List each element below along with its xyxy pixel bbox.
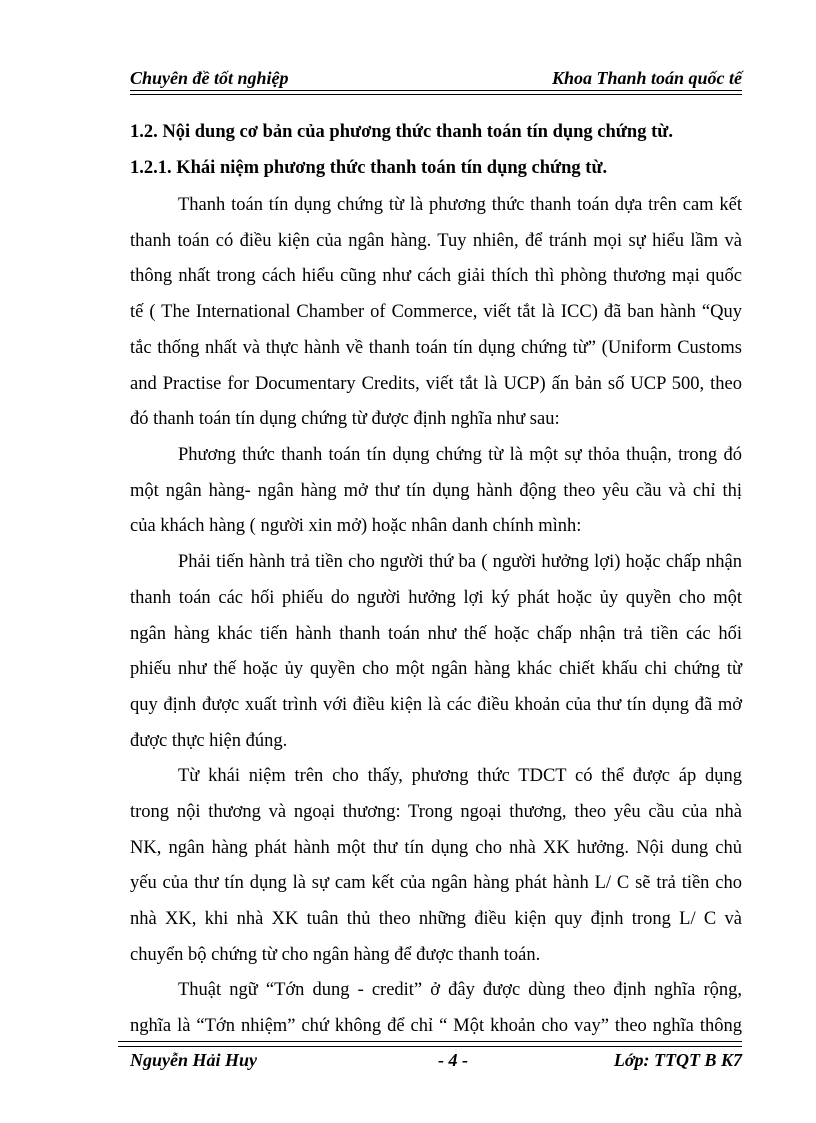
paragraph-line: NK, ngân hàng phát hành một thư tín dụng cho nhà XK hưởng. Nội dung chủ <box>130 838 742 858</box>
paragraph-line: and Practise for Documentary Credits, viết tắt là UCP) ấn bản số UCP 500, theo <box>130 374 742 394</box>
paragraph-line: nghĩa là “Tớn nhiệm” chứ không để chỉ “ Một khoản cho vay” theo nghĩa thông <box>130 1016 742 1036</box>
footer-author: Nguyễn Hải Huy <box>130 1050 258 1070</box>
footer-rule-thick <box>118 1041 742 1042</box>
paragraph-line: yếu của thư tín dụng là sự cam kết của ngân hàng phát hành L/ C sẽ trả tiền cho <box>130 873 742 893</box>
paragraph-line: phiếu như thế hoặc ủy quyền cho một ngân hàng khác chiết khấu chi chứng từ <box>130 659 742 679</box>
paragraph-line: thanh toán các hối phiếu do người hưởng lợi ký phát hoặc ủy quyền cho một <box>130 588 742 608</box>
paragraph-line: tế ( The International Chamber of Commerce, viết tắt là ICC) đã ban hành “Quy <box>130 302 742 322</box>
paragraph-line: của khách hàng ( người xin mở) hoặc nhân danh chính mình: <box>130 516 582 536</box>
paragraph-line: quy định được xuất trình với điều kiện là các điều khoản của thư tín dụng đã mở <box>130 695 742 715</box>
paragraph-line: Từ khái niệm trên cho thấy, phương thức TDCT có thể được áp dụng <box>178 766 742 786</box>
paragraph-line: trong nội thương và ngoại thương: Trong ngoại thương, theo yêu cầu của nhà <box>130 802 742 822</box>
page-header <box>130 60 742 92</box>
paragraph-line: thông nhất trong cách hiểu cũng như cách giải thích thì phòng thương mại quốc <box>130 266 742 286</box>
footer-class: Lớp: TTQT B K7 <box>613 1050 742 1070</box>
header-right-title: Khoa Thanh toán quốc tế <box>551 68 742 88</box>
header-rule-thin <box>130 94 742 95</box>
paragraph-line: Thuật ngữ “Tớn dung - credit” ở đây được dùng theo định nghĩa rộng, <box>178 980 742 1000</box>
page-footer <box>130 1050 742 1076</box>
paragraph-line: thanh toán có điều kiện của ngân hàng. Tuy nhiên, để tránh mọi sự hiểu lầm và <box>130 231 742 251</box>
page-number: - 4 - <box>438 1050 468 1070</box>
header-rule-thick <box>130 90 742 91</box>
header-left-title: Chuyên đề tốt nghiệp <box>130 68 289 88</box>
paragraph-line: tắc thống nhất và thực hành về thanh toán tín dụng chứng từ” (Uniform Customs <box>130 338 742 358</box>
paragraph-line: Phương thức thanh toán tín dụng chứng từ là một sự thỏa thuận, trong đó <box>178 445 742 465</box>
paragraph-line: chuyển bộ chứng từ cho ngân hàng để được thanh toán. <box>130 945 541 965</box>
paragraph-line: Phải tiến hành trả tiền cho người thứ ba ( người hưởng lợi) hoặc chấp nhận <box>178 552 742 572</box>
paragraph-line: một ngân hàng- ngân hàng mở thư tín dụng hành động theo yêu cầu và chỉ thị <box>130 481 742 501</box>
paragraph-line: ngân hàng khác tiến hành thanh toán như thế hoặc chấp nhận trả tiền các hối <box>130 624 742 644</box>
paragraph-line: nhà XK, khi nhà XK tuân thủ theo những điều kiện quy định trong L/ C và <box>130 909 742 929</box>
section-heading: 1.2. Nội dung cơ bản của phương thức thanh toán tín dụng chứng từ. <box>130 122 673 142</box>
subsection-heading: 1.2.1. Khái niệm phương thức thanh toán tín dụng chứng từ. <box>130 158 608 178</box>
paragraph-line: được thực hiện đúng. <box>130 731 288 751</box>
footer-rule-thin <box>118 1046 742 1047</box>
paragraph-line: Thanh toán tín dụng chứng từ là phương thức thanh toán dựa trên cam kết <box>178 195 742 215</box>
paragraph-line: đó thanh toán tín dụng chứng từ được định nghĩa như sau: <box>130 409 560 429</box>
